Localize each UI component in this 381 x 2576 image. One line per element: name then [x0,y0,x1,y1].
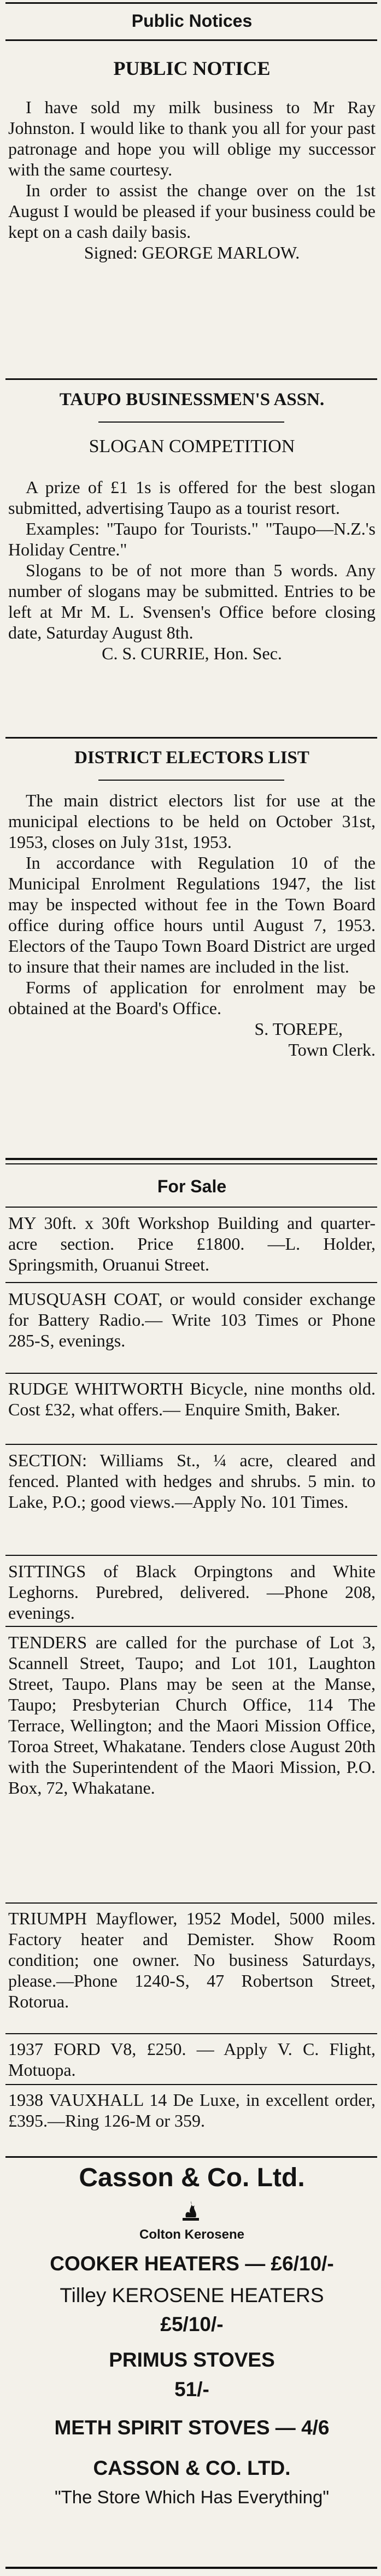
casson-name: Casson & Co. Ltd. [79,2163,305,2192]
notice-body [8,97,376,263]
classified-ad [8,1289,376,1351]
classified-ad-text: TENDERS are called for the purchase of Lot 3, Scannell Street, Taupo; and Lot 101, Laughton Street, Taupo. Plans may be seen at the Manse, Taupo; Presbyterian Church Office, 114 The Terrace, Wellington; and the Maori Mission Office, Toroa Street, Whakatane. Tenders close August 20th with the Superintendent of the Maori Mission, P.O. Box, 72, Whakatane. [8,1632,376,1798]
section-title: Public Notices [131,11,253,31]
classified-ad [8,1450,376,1512]
classified-ad-text: MUSQUASH COAT, or would consider exchange for Battery Radio.— Write 103 Times or Phone 285-S, evenings. [8,1289,376,1350]
classified-ad [8,1378,376,1420]
casson-line: Tilley KEROSENE HEATERS [60,2284,324,2306]
notice-paragraph: I have sold my milk business to Mr Ray Johnston. I would like to thank you all for your past patronage and hope you will oblige my successor with the same courtesy. [8,97,376,179]
classified-ad-text: 1938 VAUXHALL 14 De Luxe, in excellent order, £395.—Ring 126-M or 359. [8,2090,376,2130]
electors-paragraph: The main district electors list for use at the municipal elections to be held on October 31st, 1953, closes on July 31st, 1953. [8,791,376,852]
competition-signature: C. S. CURRIE, Hon. Sec. [102,643,282,663]
electors-paragraph: In accordance with Regulation 10 of the Municipal Enrolment Regulations 1947, the list may be inspected without fee in the Town Board office during office hours until August 7, 1953. Electors of the Taupo Town Board District are urged to insure that their names are included in the list. [8,853,376,976]
divider [5,39,377,41]
competition-heading: SLOGAN COMPETITION [89,436,295,456]
divider [5,737,377,739]
divider [98,421,284,423]
notice-heading: PUBLIC NOTICE [113,57,271,79]
casson-line: £5/10/- [160,2313,224,2335]
electors-signature-title: Town Clerk. [288,1040,376,1059]
top-rule [5,2,377,4]
flame-icon [178,2200,203,2223]
classified-ad [8,2089,376,2131]
electors-heading: DISTRICT ELECTORS LIST [74,748,309,768]
divider [5,1902,377,1904]
classified-ad-text: TRIUMPH Mayflower, 1952 Model, 5000 miles. Factory heater and Demister. Show Room condition; one owner. No business Saturdays, please.—Phone 1240-S, 47 Robertson Street, Rotorua. [8,1908,376,2011]
casson-line: COOKER HEATERS — £6/10/- [50,2252,334,2275]
divider [5,2156,377,2158]
divider [5,1626,377,1627]
for-sale-heading: For Sale [157,1176,227,1196]
competition-paragraph: Examples: "Taupo for Tourists." "Taupo—N.Z.'s Holiday Centre." [8,519,376,559]
divider [98,780,284,781]
classified-ad [8,2039,376,2080]
classified-ad-text: SITTINGS of Black Orpingtons and White Leghorns. Purebred, delivered. —Phone 208, evenings. [8,1561,376,1623]
divider [5,378,377,380]
classified-ad-text: MY 30ft. x 30ft Workshop Building and quarter-acre section. Price £1800. —L. Holder, Springsmith, Oruanui Street. [8,1213,376,1274]
competition-body [8,477,376,664]
divider [5,1444,377,1445]
classified-ad [8,1632,376,1798]
bottom-rule [5,2567,377,2569]
divider [5,2084,377,2085]
casson-line: METH SPIRIT STOVES — 4/6 [54,2416,330,2439]
casson-slogan: "The Store Which Has Everything" [54,2487,330,2507]
casson-line: 51/- [174,2378,209,2401]
classified-ad-text: SECTION: Williams St., ¼ acre, cleared and fenced. Planted with hedges and shrubs. 5 min. to Lake, P.O.; good views.—Apply No. 101 Times. [8,1450,376,1512]
casson-line: PRIMUS STOVES [109,2349,275,2371]
classified-ad-text: 1937 FORD V8, £250. — Apply V. C. Flight, Motuopa. [8,2039,376,2080]
notice-paragraph: In order to assist the change over on the 1st August I would be pleased if your business could be kept on a cash daily basis. [8,180,376,242]
classified-ad [8,1561,376,1623]
electors-paragraph: Forms of application for enrolment may be obtained at the Board's Office. [8,977,376,1018]
classified-ad [8,1908,376,2012]
businessmen-heading: TAUPO BUSINESSMEN'S ASSN. [59,390,325,409]
divider [5,1373,377,1374]
electors-signature-name: S. TOREPE, [254,1019,343,1039]
casson-product: Colton Kerosene [139,2227,245,2242]
double-rule [5,1163,377,1164]
flame-logo [178,2200,203,2223]
divider [5,1282,377,1283]
competition-paragraph: A prize of £1 1s is offered for the best slogan submitted, advertising Taupo as a tourist resort. [8,477,376,518]
notice-signature: Signed: GEORGE MARLOW. [84,243,300,262]
divider [5,1207,377,1208]
classified-ad [8,1213,376,1275]
competition-paragraph: Slogans to be of not more than 5 words. Any number of slogans may be submitted. Entries to be left at Mr M. L. Svensen's Office before closing date, Saturday August 8th. [8,560,376,642]
divider [5,2033,377,2034]
divider [5,1555,377,1556]
casson-footer-name: CASSON & CO. LTD. [93,2457,291,2479]
double-rule [5,1158,377,1160]
electors-body [8,790,376,1060]
classified-ad-text: RUDGE WHITWORTH Bicycle, nine months old. Cost £32, what offers.— Enquire Smith, Baker. [8,1379,376,1419]
